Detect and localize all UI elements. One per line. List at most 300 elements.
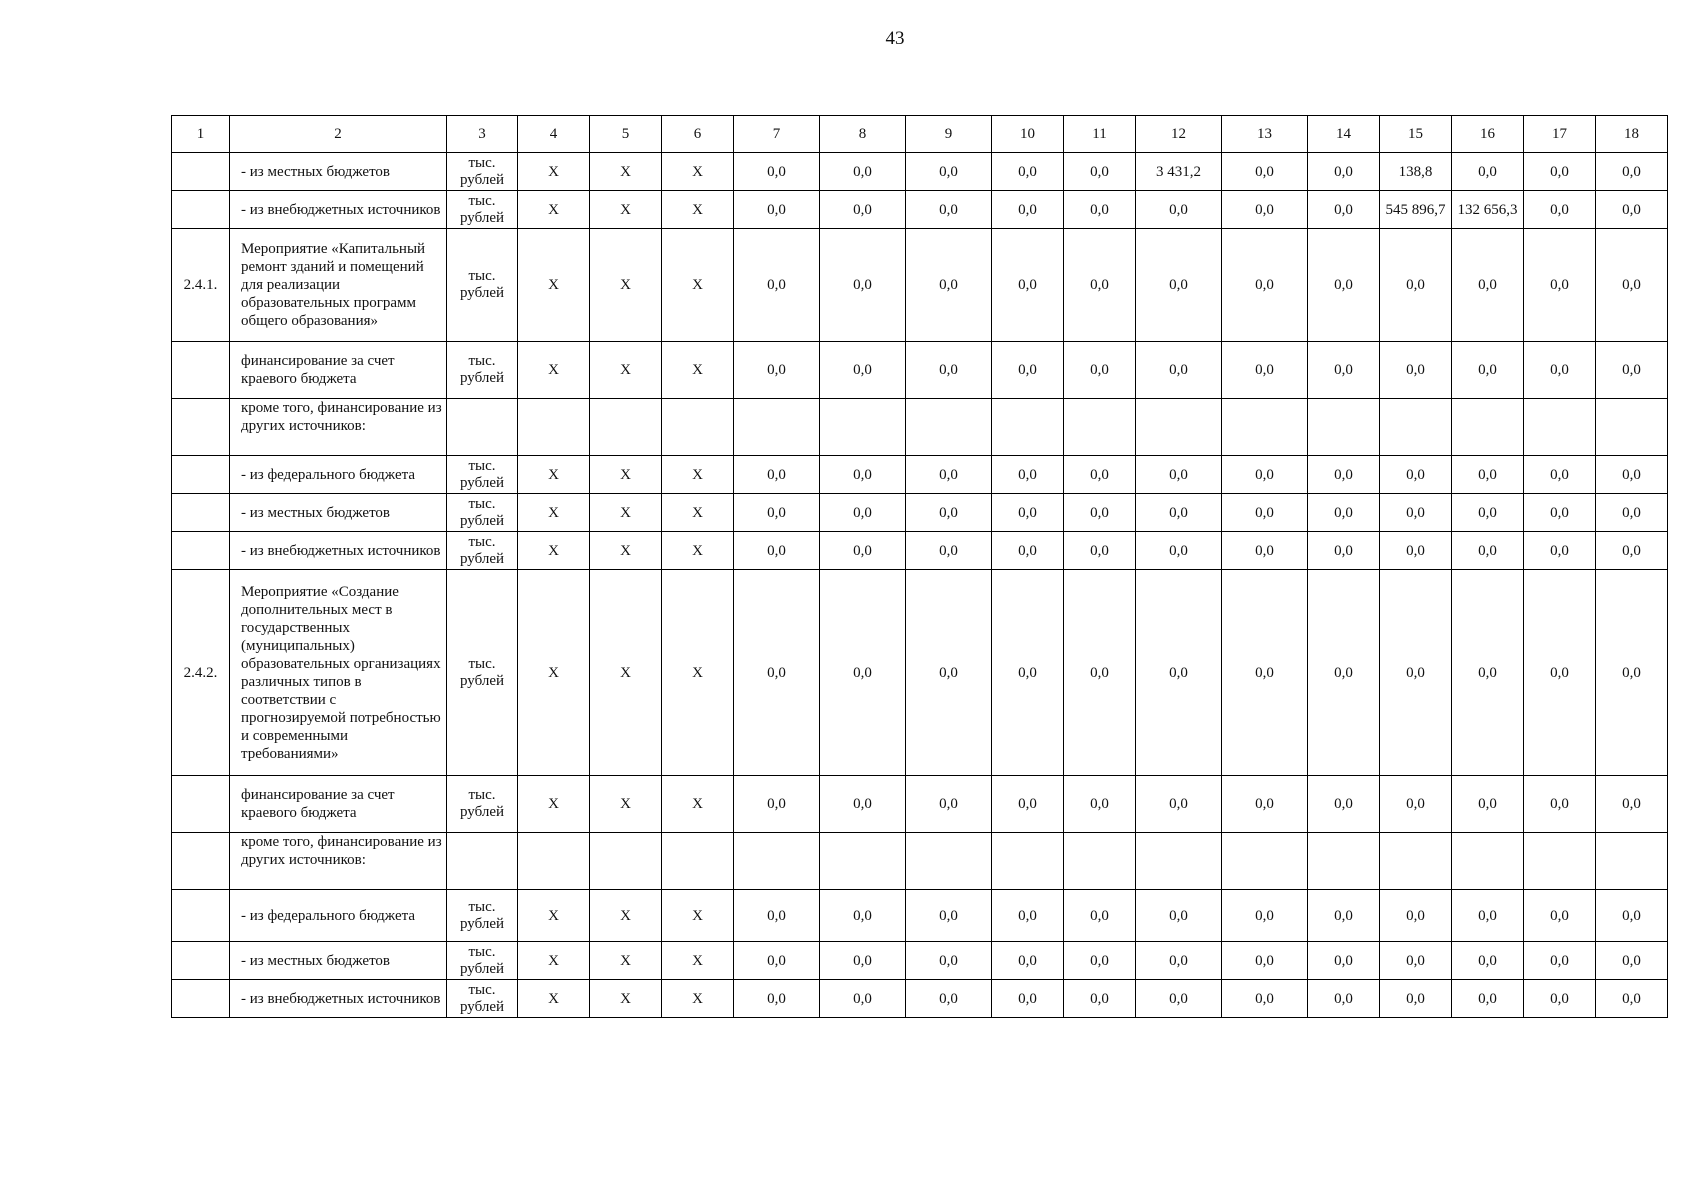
row-number	[172, 191, 230, 229]
value-cell: 0,0	[1308, 776, 1380, 833]
value-cell: 0,0	[1064, 191, 1136, 229]
row-number	[172, 890, 230, 942]
unit-cell	[447, 890, 518, 942]
unit-cell	[447, 399, 518, 456]
table-row	[172, 153, 1668, 191]
value-cell: 0,0	[1596, 942, 1668, 980]
table-row	[172, 776, 1668, 833]
value-cell: 0,0	[1308, 191, 1380, 229]
mark-cell: Х	[590, 153, 662, 191]
value-cell: 0,0	[906, 494, 992, 532]
table-row	[172, 191, 1668, 229]
value-cell: 0,0	[1596, 570, 1668, 776]
mark-cell: Х	[518, 890, 590, 942]
value-cell: 0,0	[1524, 191, 1596, 229]
mark-cell: Х	[662, 776, 734, 833]
value-cell	[1596, 399, 1668, 456]
value-cell: 0,0	[1064, 153, 1136, 191]
value-cell: 0,0	[1308, 942, 1380, 980]
value-cell: 0,0	[1136, 570, 1222, 776]
value-cell: 0,0	[992, 456, 1064, 494]
value-cell: 0,0	[820, 942, 906, 980]
table-row	[172, 342, 1668, 399]
row-number: 2.4.2.	[172, 570, 230, 776]
mark-cell: Х	[590, 342, 662, 399]
value-cell	[1136, 833, 1222, 890]
value-cell: 0,0	[992, 942, 1064, 980]
value-cell: 0,0	[1524, 153, 1596, 191]
value-cell	[1222, 399, 1308, 456]
row-number	[172, 833, 230, 890]
row-description: - из федерального бюджета	[230, 456, 447, 494]
value-cell: 0,0	[1064, 342, 1136, 399]
value-cell: 0,0	[992, 890, 1064, 942]
unit-cell	[447, 776, 518, 833]
page-number: 43	[885, 28, 905, 49]
column-number: 16	[1452, 116, 1524, 153]
mark-cell: Х	[662, 532, 734, 570]
unit-label: рублей	[459, 915, 505, 932]
value-cell	[906, 833, 992, 890]
value-cell: 545 896,7	[1380, 191, 1452, 229]
value-cell: 0,0	[1064, 532, 1136, 570]
unit-label: тыс.	[468, 495, 496, 512]
value-cell: 0,0	[1380, 532, 1452, 570]
value-cell	[992, 399, 1064, 456]
value-cell	[1452, 399, 1524, 456]
value-cell: 0,0	[1064, 570, 1136, 776]
mark-cell: Х	[590, 776, 662, 833]
value-cell: 0,0	[1136, 229, 1222, 342]
value-cell	[1064, 833, 1136, 890]
value-cell: 0,0	[1064, 456, 1136, 494]
value-cell	[992, 833, 1064, 890]
value-cell: 0,0	[1308, 980, 1380, 1018]
value-cell: 0,0	[1524, 980, 1596, 1018]
mark-cell: Х	[518, 342, 590, 399]
value-cell	[820, 833, 906, 890]
mark-cell: Х	[518, 191, 590, 229]
value-cell: 0,0	[1222, 342, 1308, 399]
mark-cell	[518, 833, 590, 890]
column-number: 11	[1064, 116, 1136, 153]
mark-cell: Х	[518, 776, 590, 833]
value-cell: 0,0	[1222, 776, 1308, 833]
value-cell: 0,0	[1222, 570, 1308, 776]
value-cell: 0,0	[820, 229, 906, 342]
table-row	[172, 942, 1668, 980]
value-cell: 0,0	[1452, 153, 1524, 191]
mark-cell: Х	[590, 191, 662, 229]
unit-label: рублей	[459, 550, 505, 567]
value-cell: 0,0	[1308, 494, 1380, 532]
mark-cell: Х	[518, 494, 590, 532]
value-cell: 0,0	[1452, 229, 1524, 342]
unit-label: рублей	[459, 474, 505, 491]
value-cell: 0,0	[820, 532, 906, 570]
row-number	[172, 776, 230, 833]
mark-cell: Х	[590, 494, 662, 532]
column-number: 2	[230, 116, 447, 153]
value-cell: 0,0	[1524, 570, 1596, 776]
mark-cell	[590, 833, 662, 890]
value-cell: 0,0	[1596, 776, 1668, 833]
value-cell: 0,0	[992, 776, 1064, 833]
value-cell: 0,0	[1452, 980, 1524, 1018]
column-number: 9	[906, 116, 992, 153]
value-cell: 0,0	[1222, 942, 1308, 980]
unit-label: тыс.	[468, 192, 496, 209]
column-number: 13	[1222, 116, 1308, 153]
column-number: 6	[662, 116, 734, 153]
value-cell: 0,0	[1064, 942, 1136, 980]
mark-cell: Х	[590, 532, 662, 570]
value-cell: 0,0	[992, 570, 1064, 776]
value-cell: 0,0	[1064, 229, 1136, 342]
value-cell: 0,0	[906, 942, 992, 980]
unit-label: рублей	[459, 171, 505, 188]
mark-cell: Х	[590, 980, 662, 1018]
value-cell: 0,0	[1380, 942, 1452, 980]
unit-label: рублей	[459, 370, 505, 386]
column-number: 17	[1524, 116, 1596, 153]
value-cell	[1524, 833, 1596, 890]
value-cell: 0,0	[1136, 494, 1222, 532]
value-cell: 0,0	[992, 153, 1064, 191]
value-cell: 138,8	[1380, 153, 1452, 191]
mark-cell: Х	[518, 980, 590, 1018]
value-cell: 0,0	[820, 570, 906, 776]
value-cell	[1380, 399, 1452, 456]
value-cell: 0,0	[1136, 342, 1222, 399]
unit-label: рублей	[459, 285, 505, 301]
value-cell: 0,0	[906, 890, 992, 942]
row-description: кроме того, финансирование из других источников:	[230, 399, 447, 456]
value-cell: 0,0	[906, 776, 992, 833]
row-description: финансирование за счет краевого бюджета	[230, 342, 447, 399]
value-cell: 0,0	[1524, 342, 1596, 399]
value-cell: 0,0	[906, 532, 992, 570]
value-cell: 0,0	[1136, 980, 1222, 1018]
value-cell: 0,0	[1308, 153, 1380, 191]
table-row	[172, 229, 1668, 342]
value-cell: 0,0	[1222, 980, 1308, 1018]
row-description: - из местных бюджетов	[230, 153, 447, 191]
column-number: 5	[590, 116, 662, 153]
unit-cell	[447, 942, 518, 980]
value-cell: 0,0	[734, 342, 820, 399]
value-cell: 0,0	[992, 494, 1064, 532]
value-cell: 0,0	[1222, 191, 1308, 229]
value-cell	[1308, 399, 1380, 456]
unit-label: рублей	[459, 672, 505, 689]
value-cell: 0,0	[1308, 570, 1380, 776]
value-cell	[1308, 833, 1380, 890]
mark-cell	[590, 399, 662, 456]
value-cell: 0,0	[1136, 890, 1222, 942]
unit-cell	[447, 532, 518, 570]
value-cell: 0,0	[1524, 456, 1596, 494]
unit-cell	[447, 191, 518, 229]
row-description: - из внебюджетных источников	[230, 191, 447, 229]
value-cell: 0,0	[734, 456, 820, 494]
value-cell: 0,0	[1524, 890, 1596, 942]
value-cell: 0,0	[820, 191, 906, 229]
value-cell: 0,0	[1136, 191, 1222, 229]
value-cell	[734, 399, 820, 456]
value-cell: 0,0	[1308, 456, 1380, 494]
unit-cell	[447, 456, 518, 494]
value-cell: 0,0	[734, 776, 820, 833]
unit-cell	[447, 570, 518, 776]
table-row	[172, 833, 1668, 890]
value-cell: 0,0	[734, 532, 820, 570]
mark-cell	[518, 399, 590, 456]
value-cell: 0,0	[820, 456, 906, 494]
value-cell: 0,0	[1596, 494, 1668, 532]
mark-cell: Х	[590, 229, 662, 342]
row-description: финансирование за счет краевого бюджета	[230, 776, 447, 833]
table-row	[172, 399, 1668, 456]
value-cell: 0,0	[1524, 776, 1596, 833]
mark-cell: Х	[518, 532, 590, 570]
table-row	[172, 532, 1668, 570]
value-cell: 0,0	[1596, 191, 1668, 229]
mark-cell: Х	[518, 153, 590, 191]
budget-table	[171, 115, 1668, 1018]
value-cell: 0,0	[1380, 456, 1452, 494]
value-cell	[1064, 399, 1136, 456]
value-cell: 0,0	[1308, 532, 1380, 570]
mark-cell: Х	[518, 942, 590, 980]
mark-cell: Х	[662, 570, 734, 776]
value-cell: 0,0	[1380, 980, 1452, 1018]
value-cell	[906, 399, 992, 456]
value-cell: 0,0	[906, 153, 992, 191]
value-cell: 0,0	[992, 342, 1064, 399]
unit-cell	[447, 342, 518, 399]
unit-label: тыс.	[468, 787, 496, 803]
mark-cell: Х	[518, 570, 590, 776]
value-cell: 0,0	[992, 532, 1064, 570]
value-cell: 0,0	[1064, 776, 1136, 833]
mark-cell: Х	[662, 494, 734, 532]
table-row	[172, 570, 1668, 776]
value-cell: 0,0	[820, 776, 906, 833]
unit-label: тыс.	[468, 457, 496, 474]
value-cell: 0,0	[1380, 890, 1452, 942]
value-cell: 0,0	[1524, 229, 1596, 342]
mark-cell: Х	[662, 942, 734, 980]
value-cell: 0,0	[1222, 229, 1308, 342]
value-cell: 0,0	[820, 890, 906, 942]
value-cell: 0,0	[734, 229, 820, 342]
unit-label: рублей	[459, 209, 505, 226]
value-cell: 0,0	[906, 342, 992, 399]
unit-label: тыс.	[468, 533, 496, 550]
unit-cell	[447, 153, 518, 191]
value-cell: 0,0	[906, 980, 992, 1018]
mark-cell: Х	[590, 456, 662, 494]
value-cell: 0,0	[1452, 942, 1524, 980]
value-cell: 0,0	[1308, 890, 1380, 942]
value-cell: 0,0	[1452, 570, 1524, 776]
value-cell: 0,0	[1136, 942, 1222, 980]
value-cell: 0,0	[1452, 532, 1524, 570]
row-number: 2.4.1.	[172, 229, 230, 342]
column-number-row	[172, 116, 1668, 153]
column-number: 15	[1380, 116, 1452, 153]
value-cell: 3 431,2	[1136, 153, 1222, 191]
value-cell: 0,0	[906, 570, 992, 776]
row-number	[172, 532, 230, 570]
value-cell: 0,0	[1064, 494, 1136, 532]
value-cell	[1452, 833, 1524, 890]
value-cell: 0,0	[1596, 532, 1668, 570]
value-cell	[1524, 399, 1596, 456]
value-cell: 0,0	[1222, 456, 1308, 494]
column-number: 8	[820, 116, 906, 153]
unit-label: тыс.	[468, 353, 496, 369]
value-cell: 0,0	[1524, 532, 1596, 570]
mark-cell: Х	[662, 456, 734, 494]
row-description: - из местных бюджетов	[230, 942, 447, 980]
column-number: 18	[1596, 116, 1668, 153]
mark-cell: Х	[662, 980, 734, 1018]
unit-label: рублей	[459, 998, 505, 1015]
value-cell: 0,0	[1596, 456, 1668, 494]
value-cell: 0,0	[820, 494, 906, 532]
column-number: 4	[518, 116, 590, 153]
mark-cell: Х	[590, 890, 662, 942]
value-cell: 0,0	[1452, 494, 1524, 532]
unit-cell	[447, 833, 518, 890]
value-cell: 0,0	[734, 494, 820, 532]
value-cell: 0,0	[734, 191, 820, 229]
value-cell: 0,0	[1222, 494, 1308, 532]
value-cell	[1222, 833, 1308, 890]
value-cell: 0,0	[1452, 342, 1524, 399]
row-description: кроме того, финансирование из других источников:	[230, 833, 447, 890]
row-description: - из внебюджетных источников	[230, 980, 447, 1018]
value-cell: 0,0	[1222, 153, 1308, 191]
value-cell: 0,0	[1452, 456, 1524, 494]
table-row	[172, 456, 1668, 494]
row-description: - из местных бюджетов	[230, 494, 447, 532]
value-cell: 0,0	[906, 456, 992, 494]
value-cell	[1136, 399, 1222, 456]
value-cell: 0,0	[992, 191, 1064, 229]
value-cell	[1596, 833, 1668, 890]
value-cell: 0,0	[1596, 980, 1668, 1018]
row-number	[172, 980, 230, 1018]
unit-label: рублей	[459, 804, 505, 820]
unit-label: тыс.	[468, 655, 496, 672]
value-cell: 0,0	[1380, 342, 1452, 399]
value-cell: 0,0	[1136, 776, 1222, 833]
value-cell: 0,0	[1452, 776, 1524, 833]
unit-label: рублей	[459, 960, 505, 977]
value-cell: 0,0	[1452, 890, 1524, 942]
value-cell: 0,0	[1136, 532, 1222, 570]
value-cell: 0,0	[1380, 776, 1452, 833]
value-cell: 0,0	[992, 980, 1064, 1018]
table-row	[172, 980, 1668, 1018]
value-cell: 0,0	[1308, 342, 1380, 399]
unit-label: тыс.	[468, 898, 496, 915]
value-cell: 0,0	[1308, 229, 1380, 342]
value-cell: 0,0	[734, 980, 820, 1018]
value-cell	[1380, 833, 1452, 890]
value-cell: 132 656,3	[1452, 191, 1524, 229]
mark-cell: Х	[518, 456, 590, 494]
value-cell: 0,0	[1596, 229, 1668, 342]
value-cell: 0,0	[734, 890, 820, 942]
mark-cell: Х	[590, 570, 662, 776]
column-number: 10	[992, 116, 1064, 153]
mark-cell: Х	[518, 229, 590, 342]
value-cell: 0,0	[1064, 890, 1136, 942]
value-cell: 0,0	[1596, 890, 1668, 942]
unit-cell	[447, 494, 518, 532]
unit-cell	[447, 980, 518, 1018]
value-cell: 0,0	[820, 153, 906, 191]
value-cell: 0,0	[1380, 570, 1452, 776]
column-number: 7	[734, 116, 820, 153]
unit-label: тыс.	[468, 268, 496, 284]
mark-cell: Х	[662, 342, 734, 399]
value-cell: 0,0	[820, 342, 906, 399]
mark-cell: Х	[662, 153, 734, 191]
value-cell: 0,0	[906, 191, 992, 229]
unit-cell	[447, 229, 518, 342]
value-cell: 0,0	[734, 570, 820, 776]
mark-cell: Х	[662, 229, 734, 342]
unit-label: тыс.	[468, 154, 496, 171]
row-description: - из внебюджетных источников	[230, 532, 447, 570]
table-row	[172, 494, 1668, 532]
row-description: Мероприятие «Создание дополнительных мест в государственных (муниципальных) образовательных организациях различных типов в соответствии с прогнозируемой потребностью и современными требованиями»	[230, 570, 447, 776]
row-number	[172, 153, 230, 191]
row-number	[172, 399, 230, 456]
row-number	[172, 456, 230, 494]
column-number: 3	[447, 116, 518, 153]
value-cell	[820, 399, 906, 456]
mark-cell: Х	[662, 191, 734, 229]
value-cell: 0,0	[1524, 494, 1596, 532]
value-cell: 0,0	[906, 229, 992, 342]
column-number: 14	[1308, 116, 1380, 153]
value-cell: 0,0	[1136, 456, 1222, 494]
column-number: 1	[172, 116, 230, 153]
column-number: 12	[1136, 116, 1222, 153]
value-cell	[734, 833, 820, 890]
unit-label: тыс.	[468, 981, 496, 998]
unit-label: рублей	[459, 512, 505, 529]
value-cell: 0,0	[820, 980, 906, 1018]
unit-label: тыс.	[468, 943, 496, 960]
value-cell: 0,0	[1222, 890, 1308, 942]
value-cell: 0,0	[1380, 494, 1452, 532]
value-cell: 0,0	[1380, 229, 1452, 342]
value-cell: 0,0	[734, 153, 820, 191]
mark-cell: Х	[662, 890, 734, 942]
value-cell: 0,0	[1596, 342, 1668, 399]
mark-cell	[662, 833, 734, 890]
row-description: Мероприятие «Капитальный ремонт зданий и помещений для реализации образовательных программ общего образования»	[230, 229, 447, 342]
mark-cell	[662, 399, 734, 456]
value-cell: 0,0	[1064, 980, 1136, 1018]
